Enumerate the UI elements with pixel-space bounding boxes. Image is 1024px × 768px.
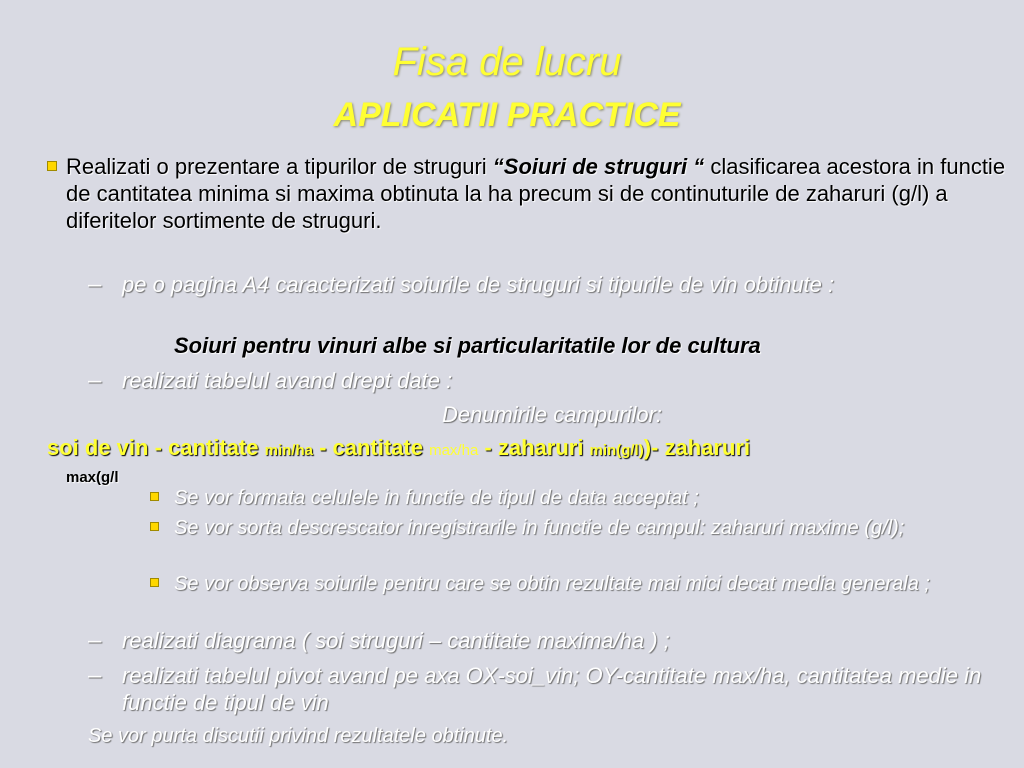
- main-paragraph-emphasis: “Soiuri de struguri “: [492, 154, 705, 179]
- bullet-square-icon: [47, 161, 57, 171]
- field-sub-min-gl: min(g/l): [589, 442, 644, 459]
- observe-bullet: Se vor observa soiurile pentru care se obtin rezultate mai mici decat media generala ;: [174, 573, 930, 595]
- dash-marker: –: [88, 627, 102, 654]
- bullet-square-icon: [150, 492, 159, 501]
- sorting-bullet: Se vor sorta descrescator inregistrarile in functie de campul: zaharuri maxime (g/l);: [174, 517, 905, 539]
- bullet-square-icon: [150, 522, 159, 531]
- main-paragraph-rest: clasificarea acestora in functie de cantitatea minima si maxima obtinuta la ha precum si de continuturile de zaharuri (g/l) a diferitelor sortimente de struguri.: [66, 154, 1006, 233]
- dash-marker: –: [88, 662, 102, 689]
- field-names: [47, 434, 1007, 464]
- task-table: realizati tabelul avand drept date :: [122, 368, 453, 393]
- field-cantitate: - cantitate: [312, 435, 430, 460]
- dash-marker: –: [88, 367, 102, 394]
- field-sub-max-gl: max(g/l: [66, 469, 119, 486]
- slide-title: Fisa de lucru: [392, 40, 622, 84]
- task-a4-page: pe o pagina A4 caracterizati soiurile de struguri si tipurile de vin obtinute :: [122, 272, 835, 297]
- dash-marker: –: [88, 271, 102, 298]
- main-paragraph-text: Realizati o prezentare a tipurilor de struguri: [66, 154, 493, 179]
- main-paragraph: [66, 153, 1006, 234]
- varieties-heading: Soiuri pentru vinuri albe si particularitatile lor de cultura: [174, 333, 761, 358]
- field-zaharuri: - zaharuri: [478, 435, 590, 460]
- slide-subtitle: APLICATII PRACTICE: [333, 96, 681, 134]
- formatting-bullet: Se vor formata celulele in functie de tipul de data acceptat ;: [174, 487, 699, 509]
- fields-heading: Denumirile campurilor:: [441, 402, 663, 427]
- discussion-note: Se vor purta discutii privind rezultatele obtinute.: [88, 725, 509, 747]
- field-zaharuri-max: )- zaharuri: [643, 435, 751, 460]
- task-chart: realizati diagrama ( soi struguri – cantitate maxima/ha ) ;: [122, 628, 670, 653]
- field-soi-cantitate: soi de vin - cantitate: [47, 435, 265, 460]
- bullet-square-icon: [150, 578, 159, 587]
- field-sub-min-ha: min/ha: [264, 442, 313, 459]
- task-pivot: realizati tabelul pivot avand pe axa OX-soi_vin; OY-cantitate max/ha, cantitatea medie in functie de tipul de vin: [122, 663, 982, 715]
- field-sub-max-ha: max/ha: [429, 442, 479, 459]
